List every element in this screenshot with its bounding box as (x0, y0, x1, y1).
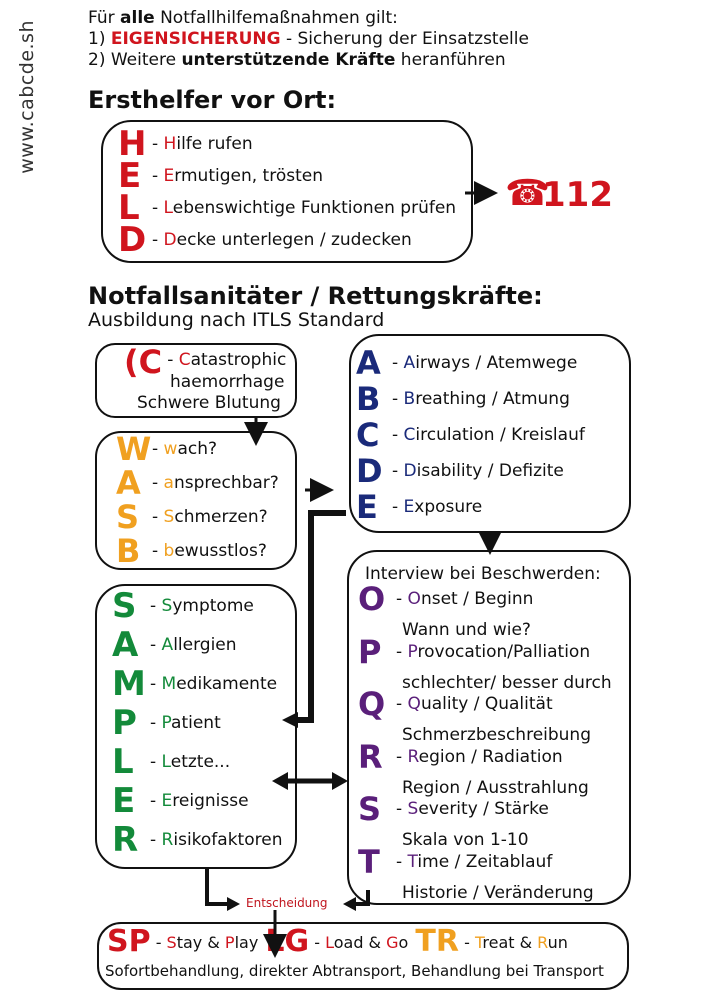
abcde-item-rest: irways / Atemwege (415, 353, 578, 373)
sampler-item-hl: P (161, 713, 172, 733)
phone-number: 112 (542, 175, 613, 215)
opqrst-item-text: - Severity / Stärke (396, 799, 549, 819)
sampler-item-text: - Symptome (150, 596, 254, 616)
notfall-title: Notfallsanitäter / Rettungskräfte: (88, 282, 543, 310)
opqrst-item-letter: Q (358, 685, 386, 723)
sampler-item-rest: isikofaktoren (173, 830, 283, 850)
sampler-item-rest: etzte... (170, 752, 231, 772)
sampler-item-hl: R (161, 830, 174, 850)
opqrst-item-hl: P (407, 641, 418, 662)
intro-text: Notfallhilfemaßnahmen gilt: (154, 8, 398, 28)
abcde-item-letter: B (356, 380, 381, 418)
sampler-item-rest: llergien (173, 635, 237, 655)
opqrst-item-rest: uality / Qualität (420, 694, 553, 714)
opqrst-item-rest: nset / Beginn (420, 589, 534, 609)
intro-eigensicherung: EIGENSICHERUNG (110, 29, 281, 49)
arrow-left-head (272, 772, 288, 790)
lg-letters: LG (265, 924, 310, 959)
opqrst-item-rest: rovocation/Palliation (417, 641, 591, 662)
sampler-item-letter: S (112, 586, 137, 626)
abcde-item-rest: irculation / Kreislauf (415, 425, 585, 445)
sampler-item-rest: ymptome (172, 596, 254, 616)
wasb-item-rest: nsprechbar? (173, 473, 279, 493)
arrow-sampler-decision-head (227, 897, 240, 911)
opqrst-item-letter: R (358, 737, 383, 776)
abcde-item-hl: C (403, 425, 416, 445)
held-item-rest: ebenswichtige Funktionen prüfen (172, 198, 457, 218)
sp-text: - Stay & Play (155, 933, 259, 952)
wasb-item-rest: ewusstlos? (174, 541, 267, 561)
opqrst-item-hl: S (407, 799, 419, 819)
opqrst-item-text: - Quality / Qualität (396, 694, 553, 714)
opqrst-item-letter: P (358, 632, 382, 671)
c-line1: - Catastrophic (167, 350, 287, 370)
decision-label: Entscheidung (246, 896, 328, 910)
sampler-item-rest: atient (171, 713, 221, 733)
wasb-item-letter: A (116, 464, 141, 502)
wasb-item-letter: W (116, 430, 152, 468)
sampler-item-rest: edikamente (176, 674, 278, 694)
tr-rest: un (547, 933, 568, 952)
held-item-hl: L (163, 198, 173, 218)
sampler-item-text: - Letzte... (150, 752, 231, 772)
sampler-item-letter: R (112, 820, 139, 860)
wasb-item-rest: chmerzen? (174, 507, 268, 527)
sp-hl: P (224, 933, 235, 952)
opqrst-item-line2: Schmerzbeschreibung (402, 725, 592, 745)
arrow-sampler-decision (207, 869, 228, 904)
wasb-item-text: - wach? (152, 439, 218, 459)
wasb-item-rest: ach? (177, 439, 218, 459)
sp-rest: lay (234, 933, 259, 952)
opqrst-item-hl: O (407, 589, 421, 609)
held-item-text: - Ermutigen, trösten (152, 166, 323, 186)
c-hl: C (178, 350, 191, 370)
abcde-item-rest: xposure (414, 497, 483, 517)
held-item-text: - Decke unterlegen / zudecken (152, 230, 412, 250)
held-item-letter: L (118, 188, 140, 228)
notfall-subtitle: Ausbildung nach ITLS Standard (88, 309, 385, 331)
c-letter: (C (124, 343, 163, 381)
abcde-item-text: - Breathing / Atmung (392, 389, 570, 409)
abcde-item-hl: D (403, 461, 417, 481)
wasb-item-hl: w (163, 439, 178, 459)
sp-hl: S (166, 933, 177, 952)
arrow-opqrst-decision (355, 890, 368, 904)
abcde-item-rest: reathing / Atmung (415, 389, 570, 409)
sampler-item-letter: L (112, 742, 134, 782)
c-rest: atastrophic (190, 350, 287, 370)
tr-text: - Treat & Run (464, 933, 568, 952)
held-item-hl: H (163, 134, 177, 154)
sampler-item-text: - Ereignisse (150, 791, 249, 811)
sampler-item-text: - Risikofaktoren (150, 830, 283, 850)
sampler-item-hl: M (161, 674, 177, 694)
sampler-item-text: - Allergien (150, 635, 237, 655)
abcde-item-letter: C (356, 416, 380, 454)
abcde-item-text: - Airways / Atemwege (392, 353, 578, 373)
ersthelfer-title: Ersthelfer vor Ort: (88, 86, 337, 114)
abcde-item-text: - Exposure (392, 497, 483, 517)
abcde-item-text: - Disability / Defizite (392, 461, 564, 481)
lg-hl: L (325, 933, 334, 952)
telephone-icon: ☎ (505, 173, 550, 214)
opqrst-header: Interview bei Beschwerden: (365, 564, 601, 584)
tr-rest: reat & (482, 933, 538, 952)
sampler-item-rest: reignisse (172, 791, 249, 811)
opqrst-item-letter: S (358, 790, 382, 828)
arrow-abcde-sampler-line (298, 513, 346, 720)
bottom-footer: Sofortbehandlung, direkter Abtransport, Behandlung bei Transport (105, 962, 604, 980)
abcde-item-hl: A (403, 353, 416, 373)
abcde-item-rest: isability / Defizite (416, 461, 564, 481)
tr-hl: R (537, 933, 548, 952)
opqrst-item-text: - Provocation/Palliation (396, 641, 591, 662)
arrow-opqrst-decision-head (343, 897, 356, 911)
intro-bold: alle (120, 8, 155, 28)
sampler-item-letter: P (112, 703, 137, 743)
wasb-item-letter: B (116, 532, 141, 570)
c-line3: Schwere Blutung (137, 393, 281, 413)
abcde-item-hl: B (403, 389, 416, 409)
abcde-item-hl: E (403, 497, 415, 517)
sampler-item-letter: E (112, 781, 136, 821)
sampler-item-hl: A (161, 635, 174, 655)
held-item-rest: ecke unterlegen / zudecken (176, 230, 412, 250)
opqrst-item-letter: O (358, 580, 386, 618)
tr-letters: TR (415, 924, 459, 959)
sidebar-url: www.cabcde.sh (16, 20, 38, 174)
lg-rest: o (398, 933, 409, 952)
wasb-item-text: - Schmerzen? (152, 507, 268, 527)
sampler-item-text: - Medikamente (150, 674, 278, 694)
arrow-abcde-sampler-head (282, 712, 298, 728)
sampler-item-hl: S (161, 596, 173, 616)
wasb-item-letter: S (116, 498, 140, 536)
sampler-item-letter: A (112, 625, 139, 665)
opqrst-item-hl: Q (407, 694, 421, 714)
c-line2: haemorrhage (170, 372, 285, 392)
opqrst-item-rest: ime / Zeitablauf (417, 851, 553, 872)
opqrst-item-line2: Historie / Veränderung (402, 882, 594, 903)
lg-text: - Load & Go (314, 933, 409, 952)
opqrst-item-text: - Time / Zeitablauf (396, 851, 553, 872)
opqrst-item-line2: schlechter/ besser durch (402, 672, 612, 693)
wasb-item-hl: S (163, 507, 175, 527)
intro-bold: unterstützende Kräfte (181, 50, 396, 70)
held-item-letter: H (118, 124, 147, 164)
abcde-item-letter: D (356, 452, 383, 490)
opqrst-item-rest: everity / Stärke (418, 799, 549, 819)
wasb-item-text: - ansprechbar? (152, 473, 279, 493)
held-item-letter: E (118, 156, 142, 196)
held-item-rest: rmutigen, trösten (174, 166, 323, 186)
lg-rest: oad & (333, 933, 387, 952)
opqrst-item-line2: Wann und wie? (402, 620, 531, 640)
opqrst-item-line2: Skala von 1-10 (402, 830, 529, 850)
opqrst-item-rest: egion / Radiation (418, 746, 563, 767)
held-item-text: - Hilfe rufen (152, 134, 253, 154)
intro-text: Für (88, 8, 121, 28)
abcde-item-letter: E (356, 488, 378, 526)
wasb-item-hl: b (163, 541, 175, 561)
sampler-item-hl: L (161, 752, 171, 772)
sp-letters: SP (107, 924, 151, 959)
arrow-right-head (332, 772, 348, 790)
opqrst-item-line2: Region / Ausstrahlung (402, 777, 589, 798)
held-item-hl: E (163, 166, 175, 186)
opqrst-item-letter: T (358, 842, 380, 881)
opqrst-item-hl: T (407, 851, 418, 872)
sampler-item-letter: M (112, 664, 146, 704)
intro-num: 1) (88, 29, 111, 49)
opqrst-item-text: - Onset / Beginn (396, 589, 534, 609)
sampler-item-text: - Patient (150, 713, 221, 733)
held-item-hl: D (163, 230, 177, 250)
lg-hl: G (386, 933, 399, 952)
opqrst-item-hl: R (407, 746, 419, 767)
held-item-text: - Lebenswichtige Funktionen prüfen (152, 198, 457, 218)
sampler-item-hl: E (161, 791, 173, 811)
intro-text: - Sicherung der Einsatzstelle (280, 29, 529, 49)
intro-num: 2) Weitere (88, 50, 182, 70)
abcde-item-text: - Circulation / Kreislauf (392, 425, 585, 445)
abcde-item-letter: A (356, 344, 381, 382)
sp-rest: tay & (176, 933, 225, 952)
intro-text: heranführen (395, 50, 506, 70)
wasb-item-hl: a (163, 473, 174, 493)
opqrst-item-text: - Region / Radiation (396, 746, 563, 767)
wasb-item-text: - bewusstlos? (152, 541, 267, 561)
held-item-letter: D (118, 220, 147, 260)
held-item-rest: ilfe rufen (176, 134, 253, 154)
tr-hl: T (474, 933, 483, 952)
